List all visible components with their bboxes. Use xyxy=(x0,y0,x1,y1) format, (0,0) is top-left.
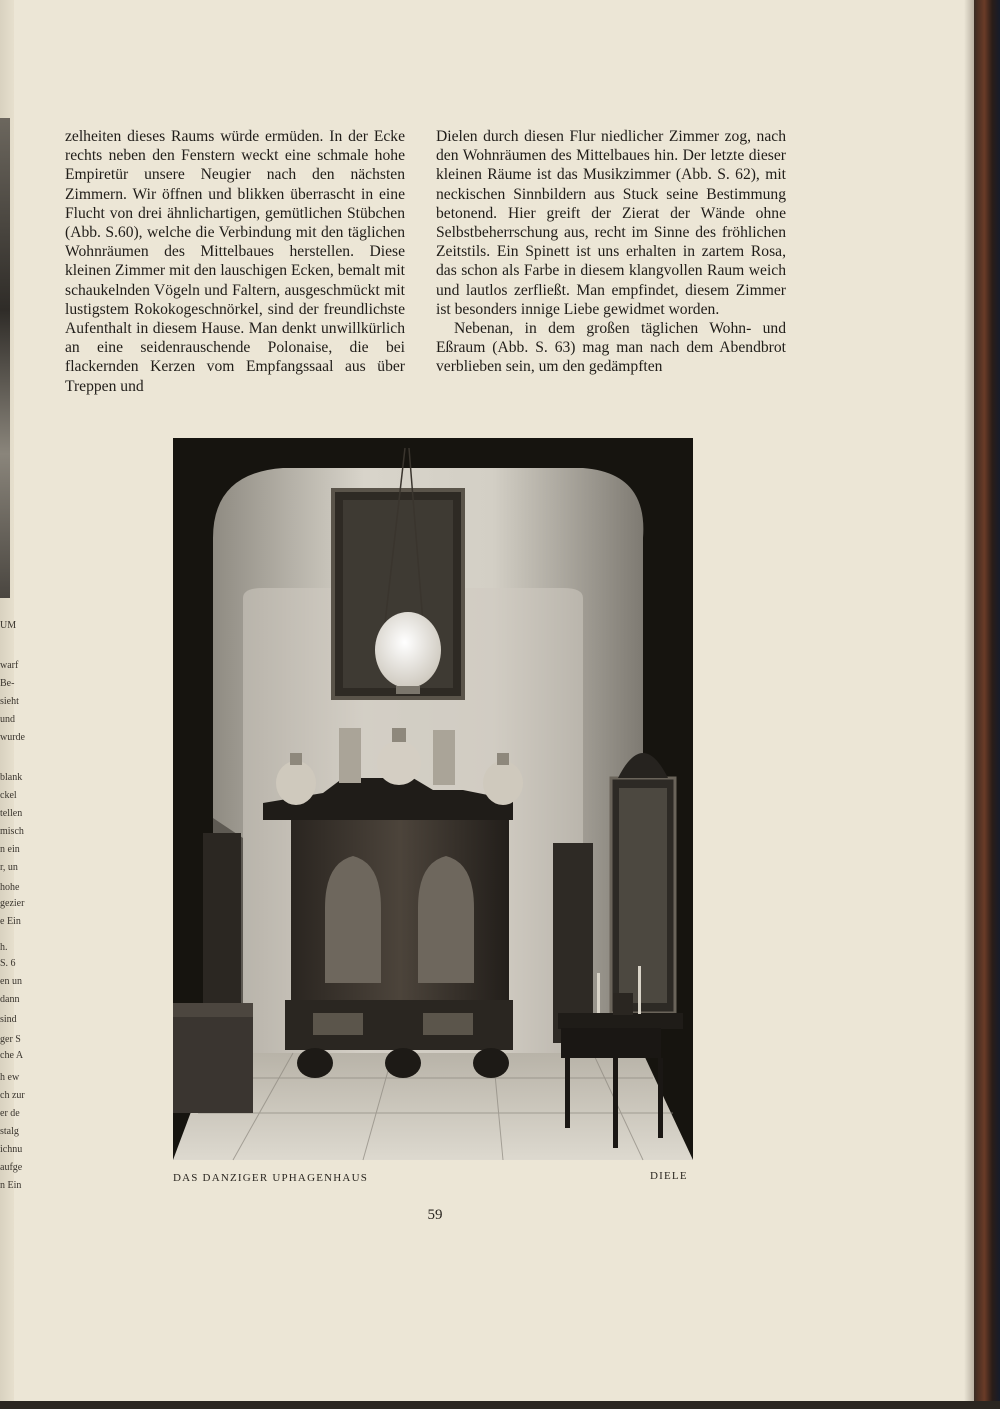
adjacent-page-fragment: hohe xyxy=(0,882,20,893)
adjacent-page-fragment: gezier xyxy=(0,898,25,909)
paragraph: Nebenan, in dem großen täglichen Wohn- und Eßraum (Abb. S. 63) mag man nach dem Abendbrot verblieben sein, um den gedämpften xyxy=(436,320,786,376)
adjacent-page-fragment: r, un xyxy=(0,862,18,873)
book-binding-edge xyxy=(974,0,1000,1409)
adjacent-page-photo-edge xyxy=(0,118,10,598)
page-gutter-shadow xyxy=(964,0,976,1409)
adjacent-page-fragment: ger S xyxy=(0,1034,21,1045)
adjacent-page-fragment: und xyxy=(0,714,15,725)
adjacent-page-fragment: ckel xyxy=(0,790,17,801)
adjacent-page-fragment: e Ein xyxy=(0,916,21,927)
adjacent-page-fragment: warf xyxy=(0,660,19,671)
adjacent-page-fragment: sieht xyxy=(0,696,19,707)
adjacent-page-fragment: er de xyxy=(0,1108,20,1119)
adjacent-page-fragment: sind xyxy=(0,1014,17,1025)
adjacent-page-fragment: blank xyxy=(0,772,23,783)
adjacent-page-fragment: h. xyxy=(0,942,8,953)
photo-caption-title: DAS DANZIGER UPHAGENHAUS xyxy=(173,1172,369,1184)
adjacent-page-fragment: ch zur xyxy=(0,1090,25,1101)
adjacent-page-strip xyxy=(0,0,25,1409)
photo-caption-room: DIELE xyxy=(650,1170,688,1182)
adjacent-page-fragment: wurde xyxy=(0,732,25,743)
adjacent-page-fragment: misch xyxy=(0,826,24,837)
text-column-right xyxy=(436,127,786,377)
adjacent-page-fragment: dann xyxy=(0,994,20,1005)
scan-bottom-edge xyxy=(0,1401,1000,1409)
adjacent-page-fragment: che A xyxy=(0,1050,24,1061)
photograph-diele xyxy=(173,438,693,1160)
text-column-left xyxy=(65,127,405,396)
adjacent-page-fragment: stalg xyxy=(0,1126,19,1137)
adjacent-page-fragment: UM xyxy=(0,620,17,631)
adjacent-page-fragment: tellen xyxy=(0,808,23,819)
paragraph: Dielen durch diesen Flur niedlicher Zimmer zog, nach den Wohnräumen des Mittelbaues hin. Der letzte dieser kleinen Räume ist das Musikzimmer (Abb. S. 62), mit neckischen Sinnbildern aus Stuck seine Bestimmung betonend. Hier greift der Zierat der Wände ohne Selbstbeherrschung aus, recht im Sinne des fröhlichen Zeitstils. Ein Spinett ist uns erhalten in zartem Rosa, das schon als Farbe in diesem klangvollen Raum weich und lautlos zerfließt. Man empfindet, diesem Zimmer ist besonders innige Liebe gewidmet worden. xyxy=(436,128,786,318)
page-number: 59 xyxy=(427,1207,443,1223)
paragraph: zelheiten dieses Raums würde ermüden. In der Ecke rechts neben den Fenstern weckt eine schmale hohe Empiretür unsere Neugier nach den nächsten Zimmern. Wir öffnen und blikken überrascht in eine Flucht von drei ähnlichartigen, gemütlichen Stübchen (Abb. S.60), welche die Verbindung mit den täglichen Wohnräumen des Mittelbaues herstellen. Diese kleinen Zimmer mit den lauschigen Ecken, bemalt mit schaukelnden Vögeln und Faltern, ausgeschmückt mit lustigstem Rokokogeschnörkel, sind der freundlichste Aufenthalt in diesem Hause. Man denkt unwillkürlich an eine seidenrauschende Polonaise, die bei flackernden Kerzen vom Empfangssaal aus über Treppen und xyxy=(65,128,405,395)
adjacent-page-fragment: S. 6 xyxy=(0,958,16,969)
adjacent-page-fragment: en un xyxy=(0,976,22,987)
adjacent-page-fragment: n ein xyxy=(0,844,20,855)
adjacent-page-fragment: n Ein xyxy=(0,1180,22,1191)
adjacent-page-fragment: Be- xyxy=(0,678,15,689)
adjacent-page-fragment: h ew xyxy=(0,1072,20,1083)
adjacent-page-fragment: aufge xyxy=(0,1162,23,1173)
adjacent-page-fragment: ichnu xyxy=(0,1144,23,1155)
